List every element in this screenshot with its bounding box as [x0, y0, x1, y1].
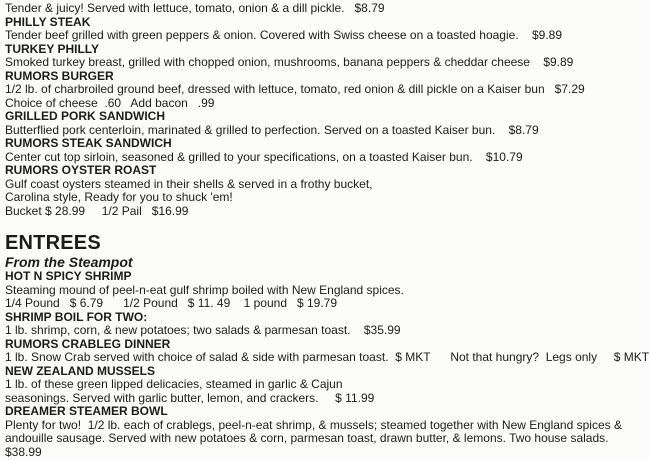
menu-item-name: RUMORS BURGER [5, 68, 114, 83]
menu-item-name: HOT N SPICY SHRIMP [5, 269, 132, 283]
menu-item-name: DREAMER STEAMER BOWL [5, 404, 168, 418]
menu-item-description: seasonings. Served with garlic butter, lemon, and crackers. $ 11.99 [5, 390, 375, 405]
menu-item-description: Center cut top sirloin, seasoned & grilled to your specifications, on a toasted Kaiser bun. $10.79 [5, 149, 523, 164]
menu-item-description: 1/2 lb. of charbroiled ground beef, dressed with lettuce, tomato, red onion & dill pickle on a Kaiser bun $7.29 [5, 82, 585, 96]
menu-item-name: NEW ZEALAND MUSSELS [5, 363, 155, 378]
menu-price-line: 1/4 Pound $ 6.79 1/2 Pound $ 11. 49 1 pound $ 19.79 [5, 296, 338, 310]
menu-item-name: RUMORS OYSTER ROAST [5, 163, 157, 177]
menu-item-name: PHILLY STEAK [5, 14, 91, 29]
menu-item-description: 1 lb. shrimp, corn, & new potatoes; two salads & parmesan toast. $35.99 [5, 323, 401, 337]
menu-item-description: Plenty for two! 1/2 lb. each of crablegs, peel-n-eat shrimp, & mussels; steamed together with New England spices & [5, 417, 622, 432]
menu-item-description: Smoked turkey breast, grilled with chopped onion, mushrooms, banana peppers & cheddar cheese $9.89 [5, 55, 574, 69]
menu-item-description: Steaming mound of peel-n-eat gulf shrimp boiled with New England spices. [5, 282, 404, 297]
menu-item-name: GRILLED PORK SANDWICH [5, 109, 165, 123]
section-heading-entrees: ENTREES [5, 232, 101, 254]
menu-item-name: RUMORS STEAK SANDWICH [5, 136, 172, 150]
menu-item-description: Carolina style, Ready for you to shuck 'em! [5, 190, 233, 204]
menu-item-description: 1 lb. Snow Crab served with choice of salad & side with parmesan toast. $ MKT Not that hungry? Legs only $ MKT [5, 350, 650, 364]
menu-item-description: Tender beef grilled with green peppers & onion. Covered with Swiss cheese on a toasted hoagie. $9.89 [5, 28, 563, 42]
menu-price-line: $38.99 [5, 444, 42, 459]
menu-item-name: SHRIMP BOIL FOR TWO: [5, 309, 148, 324]
menu-item-name: RUMORS CRABLEG DINNER [5, 336, 171, 351]
menu-item-description: Gulf coast oysters steamed in their shells & served in a frothy bucket, [5, 176, 373, 191]
menu-item-description: andouille sausage. Served with new potatoes & corn, parmesan toast, drawn butter, & lemons. Two house salads. [5, 431, 609, 445]
subsection-heading-steampot: From the Steampot [5, 254, 133, 270]
menu-item-description: 1 lb. of these green lipped delicacies, steamed in garlic & Cajun [5, 377, 343, 391]
menu-item-description: Tender & juicy! Served with lettuce, tomato, onion & a dill pickle. $8.79 [5, 1, 385, 15]
menu-item-description: Butterflied pork centerloin, marinated & grilled to perfection. Served on a toasted Kaiser bun. $8.79 [5, 122, 539, 137]
menu-price-line: Bucket $ 28.99 1/2 Pail $16.99 [5, 203, 189, 218]
menu-option-line: Choice of cheese .60 Add bacon .99 [5, 95, 215, 110]
menu-item-name: TURKEY PHILLY [5, 41, 100, 56]
